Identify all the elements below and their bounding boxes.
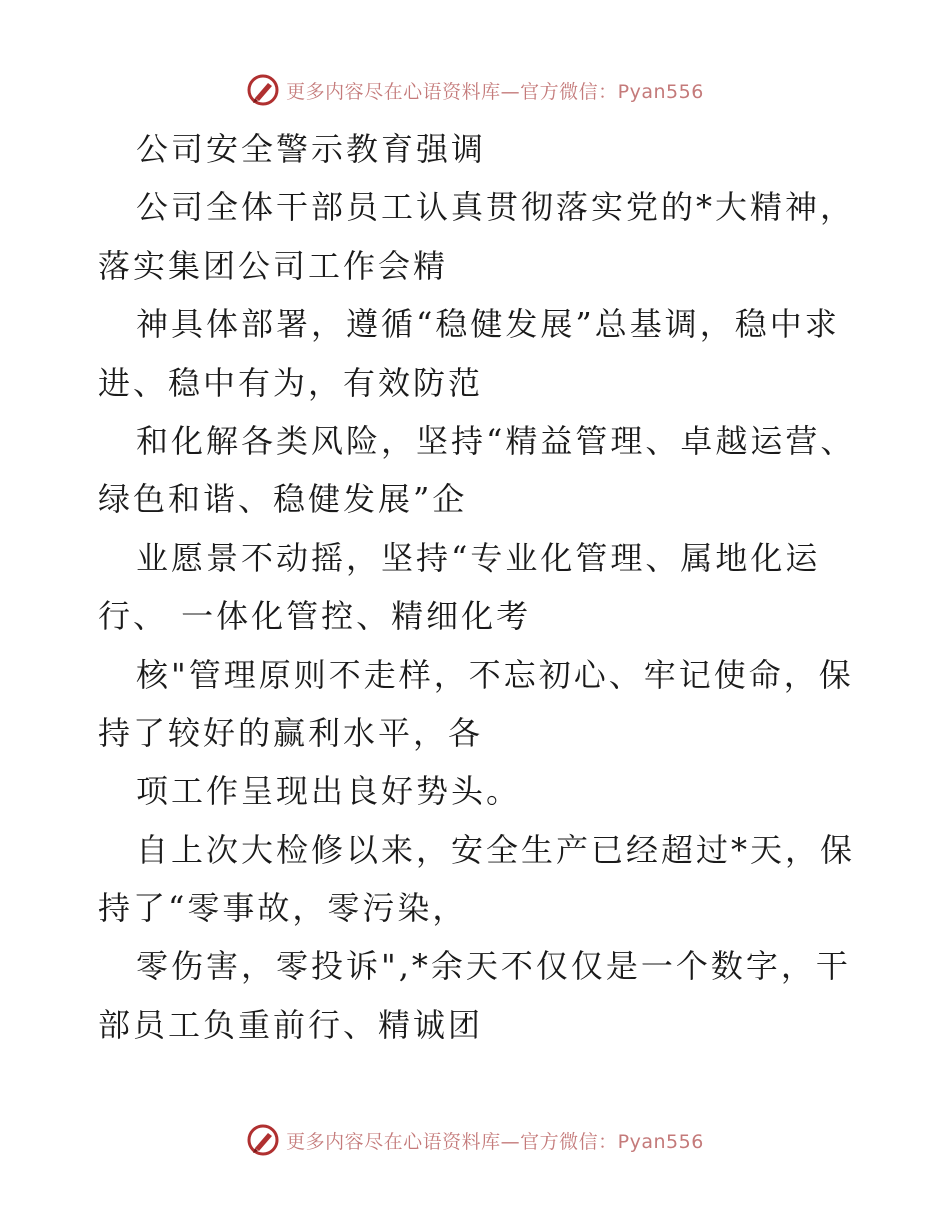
text-line: 零伤害，零投诉",*余天不仅仅是一个数字，干 [136, 947, 851, 986]
text-line: 公司全体干部员工认真贯彻落实党的*大精神， [136, 188, 856, 227]
text-line: 业愿景不动摇，坚持“专业化管理、属地化运 [136, 538, 821, 577]
text-line: 持了“零事故，零污染， [98, 889, 468, 928]
text-line: 落实集团公司工作会精 [98, 246, 449, 285]
pen-logo-icon [246, 1123, 280, 1157]
text-line: 进、稳中有为，有效防范 [98, 363, 484, 402]
text-line: 自上次大检修以来，安全生产已经超过*天，保 [136, 830, 856, 869]
watermark-text: 更多内容尽在心语资料库—官方微信：Pyan556 [286, 80, 704, 103]
text-line: 持了较好的赢利水平，各 [98, 713, 484, 752]
text-line: 项工作呈现出良好势头。 [136, 772, 522, 811]
footer-watermark [0, 1120, 950, 1160]
text-line: 绿色和谐、稳健发展”企 [98, 480, 468, 519]
text-line: 部员工负重前行、精诚团 [98, 1005, 484, 1044]
text-line: 神具体部署，遵循“稳健发展”总基调，稳中求 [136, 305, 840, 344]
header-watermark [0, 70, 950, 110]
text-line: 核"管理原则不走样，不忘初心、牢记使命，保 [136, 655, 854, 694]
pen-logo-icon [246, 73, 280, 107]
watermark-text: 更多内容尽在心语资料库—官方微信：Pyan556 [286, 1130, 704, 1153]
text-line: 和化解各类风险，坚持“精益管理、卓越运营、 [136, 421, 856, 460]
text-line: 公司安全警示教育强调 [136, 130, 487, 168]
document-body [98, 120, 858, 1054]
text-line: 行、 一体化管控、精细化考 [98, 597, 532, 636]
